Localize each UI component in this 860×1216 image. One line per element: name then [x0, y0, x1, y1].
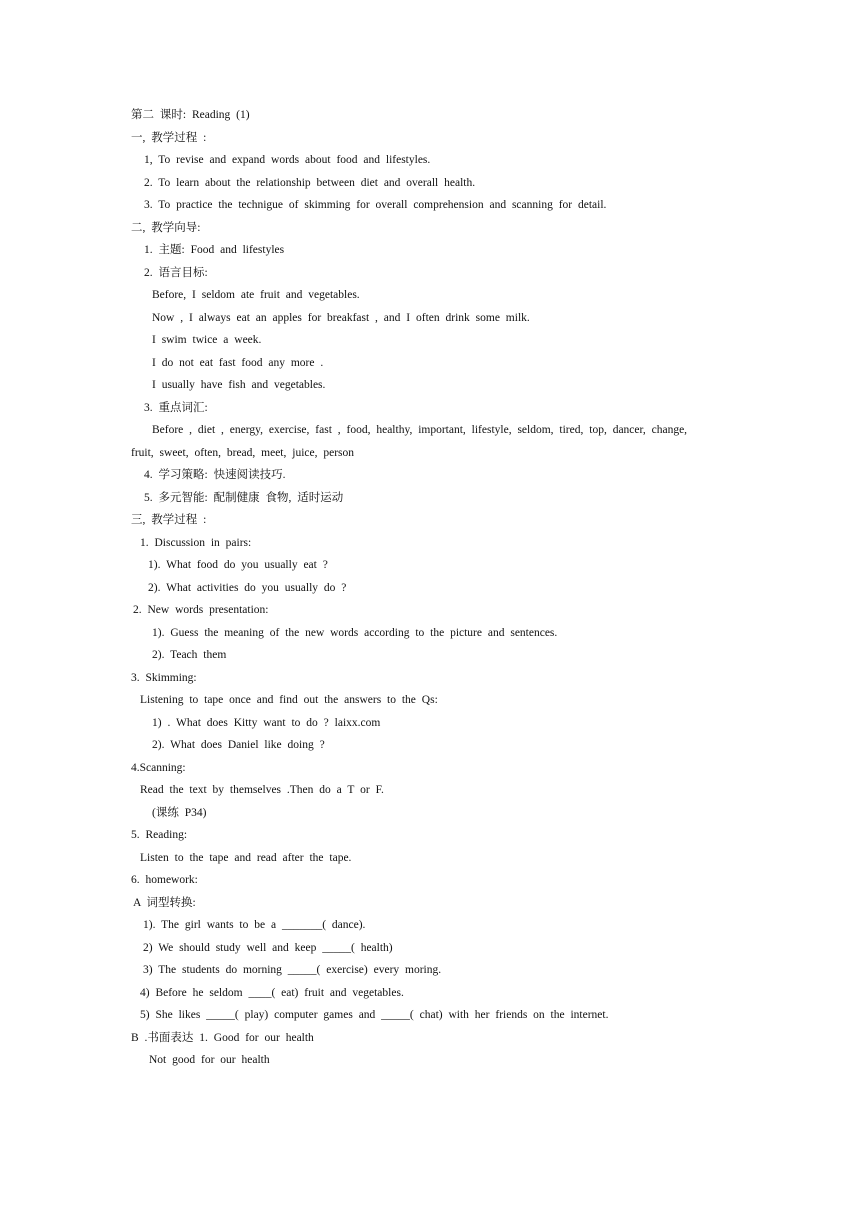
procedure-step-homework: 6. homework: — [131, 874, 198, 886]
guide-item-vocabulary: 3. 重点词汇: — [144, 401, 208, 414]
procedure-reference: (课练 P34) — [152, 806, 207, 819]
procedure-substep: 2). Teach them — [152, 649, 227, 661]
objective-item: 3. To practice the technigue of skimming for overall comprehension and scanning for detail. — [144, 199, 607, 211]
guide-item-language-goals: 2. 语言目标: — [144, 266, 208, 279]
guide-item-intelligence: 5. 多元智能: 配制健康 食物, 适时运动 — [144, 491, 344, 504]
section-heading-procedure: 三, 教学过程 : — [131, 514, 207, 526]
procedure-step: 5. Reading: — [131, 829, 188, 841]
objective-item: 2. To learn about the relationship between diet and overall health. — [144, 176, 476, 189]
procedure-instruction: Listening to tape once and find out the answers to the Qs: — [140, 694, 438, 706]
homework-exercise: 3) The students do morning _____( exercise) every moring. — [143, 964, 442, 976]
lesson-title: 第二 课时: Reading (1) — [131, 109, 250, 121]
procedure-substep: 1). What food do you usually eat ? — [148, 559, 328, 571]
homework-part-a: A 词型转换: — [133, 896, 196, 909]
language-goal-sentence: I do not eat fast food any more . — [152, 356, 324, 369]
guide-item-theme: 1. 主题: Food and lifestyles — [144, 244, 285, 256]
procedure-substep: 2). What does Daniel like doing ? — [152, 739, 325, 751]
language-goal-sentence: I swim twice a week. — [152, 334, 262, 346]
section-heading-guide: 二, 教学向导: — [131, 221, 201, 234]
procedure-step: 2. New words presentation: — [133, 604, 269, 616]
language-goal-sentence: Before, I seldom ate fruit and vegetables. — [152, 289, 360, 301]
document-body — [0, 104, 860, 1072]
procedure-step: 4.Scanning: — [131, 761, 186, 774]
homework-exercise: 1). The girl wants to be a _______( dance). — [143, 919, 366, 931]
procedure-substep: 1) . What does Kitty want to do ? laixx.com — [152, 716, 381, 729]
homework-part-b: B .书面表达 1. Good for our health — [131, 1031, 314, 1044]
procedure-substep: 2). What activities do you usually do ? — [148, 581, 347, 594]
vocabulary-list-line: fruit, sweet, often, bread, meet, juice, person — [131, 446, 355, 459]
procedure-instruction: Read the text by themselves .Then do a T or F. — [140, 784, 384, 796]
section-heading-process: 一, 教学过程 : — [131, 131, 207, 144]
language-goal-sentence: Now , I always eat an apples for breakfast , and I often drink some milk. — [152, 311, 530, 324]
procedure-instruction: Listen to the tape and read after the tape. — [140, 851, 352, 864]
language-goal-sentence: I usually have fish and vegetables. — [152, 379, 326, 391]
homework-part-b-item: Not good for our health — [149, 1054, 270, 1066]
homework-exercise: 4) Before he seldom ____( eat) fruit and vegetables. — [140, 986, 404, 999]
guide-item-strategy: 4. 学习策略: 快速阅读技巧. — [144, 469, 286, 481]
procedure-step: 3. Skimming: — [131, 671, 197, 684]
procedure-step: 1. Discussion in pairs: — [140, 536, 252, 549]
procedure-substep: 1). Guess the meaning of the new words according to the picture and sentences. — [152, 626, 558, 639]
homework-exercise: 5) She likes _____( play) computer games and _____( chat) with her friends on the internet. — [140, 1009, 609, 1021]
homework-exercise: 2) We should study well and keep _____( health) — [143, 941, 393, 954]
vocabulary-list-line: Before , diet , energy, exercise, fast , food, healthy, important, lifestyle, seldom, tired, top, dancer, change, — [152, 424, 688, 436]
objective-item: 1, To revise and expand words about food and lifestyles. — [144, 154, 431, 166]
